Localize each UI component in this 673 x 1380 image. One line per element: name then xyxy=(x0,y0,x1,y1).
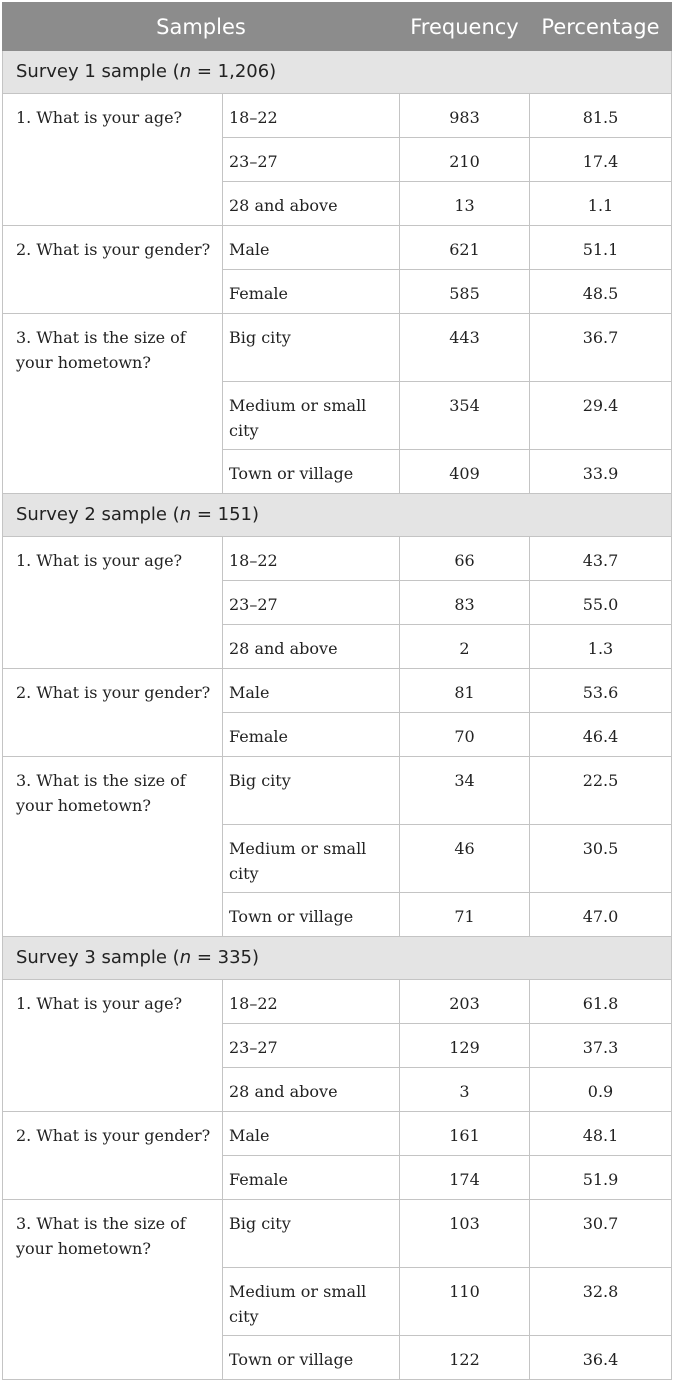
percentage-cell: 47.0 xyxy=(530,893,672,937)
question-cell: 2. What is your gender? xyxy=(3,1112,223,1200)
sample-size-symbol: n xyxy=(179,504,192,525)
header-frequency: Frequency xyxy=(400,3,530,51)
answer-cell: Medium or small city xyxy=(223,382,400,450)
table-row xyxy=(3,980,672,1024)
answer-cell: Big city xyxy=(223,757,400,825)
question-cell: 2. What is your gender? xyxy=(3,669,223,757)
percentage-cell: 29.4 xyxy=(530,382,672,450)
answer-cell: 23–27 xyxy=(223,581,400,625)
answer-cell: 23–27 xyxy=(223,138,400,182)
frequency-cell: 81 xyxy=(400,669,530,713)
survey-section-title xyxy=(3,51,672,94)
answer-cell: Female xyxy=(223,1156,400,1200)
percentage-cell: 55.0 xyxy=(530,581,672,625)
frequency-cell: 210 xyxy=(400,138,530,182)
percentage-cell: 46.4 xyxy=(530,713,672,757)
frequency-cell: 3 xyxy=(400,1068,530,1112)
survey-section-row xyxy=(3,494,672,537)
survey-title-suffix: = 151) xyxy=(191,504,260,525)
frequency-cell: 409 xyxy=(400,450,530,494)
answer-cell: 23–27 xyxy=(223,1024,400,1068)
table-row xyxy=(3,757,672,825)
answer-cell: Female xyxy=(223,713,400,757)
survey-section-row xyxy=(3,51,672,94)
frequency-cell: 71 xyxy=(400,893,530,937)
answer-cell: Town or village xyxy=(223,1336,400,1380)
percentage-cell: 37.3 xyxy=(530,1024,672,1068)
frequency-cell: 161 xyxy=(400,1112,530,1156)
percentage-cell: 53.6 xyxy=(530,669,672,713)
answer-cell: Big city xyxy=(223,1200,400,1268)
answer-cell: Big city xyxy=(223,314,400,382)
question-cell: 1. What is your age? xyxy=(3,980,223,1112)
survey-section-title xyxy=(3,494,672,537)
survey-title-suffix: = 1,206) xyxy=(191,61,277,82)
frequency-cell: 443 xyxy=(400,314,530,382)
table-header-row xyxy=(3,3,672,51)
frequency-cell: 174 xyxy=(400,1156,530,1200)
percentage-cell: 61.8 xyxy=(530,980,672,1024)
percentage-cell: 0.9 xyxy=(530,1068,672,1112)
table-row xyxy=(3,314,672,382)
answer-cell: Male xyxy=(223,669,400,713)
answer-cell: 18–22 xyxy=(223,980,400,1024)
percentage-cell: 1.1 xyxy=(530,182,672,226)
question-cell: 3. What is the size of your hometown? xyxy=(3,314,223,494)
answer-cell: 18–22 xyxy=(223,537,400,581)
frequency-cell: 46 xyxy=(400,825,530,893)
header-samples: Samples xyxy=(3,3,400,51)
percentage-cell: 48.1 xyxy=(530,1112,672,1156)
answer-cell: Male xyxy=(223,1112,400,1156)
survey-title-prefix: Survey 1 sample ( xyxy=(16,61,180,82)
frequency-cell: 2 xyxy=(400,625,530,669)
percentage-cell: 51.1 xyxy=(530,226,672,270)
frequency-cell: 983 xyxy=(400,94,530,138)
survey-section-row xyxy=(3,937,672,980)
answer-cell: 28 and above xyxy=(223,182,400,226)
survey-title-prefix: Survey 2 sample ( xyxy=(16,504,180,525)
answer-cell: Female xyxy=(223,270,400,314)
answer-cell: 18–22 xyxy=(223,94,400,138)
percentage-cell: 48.5 xyxy=(530,270,672,314)
percentage-cell: 36.7 xyxy=(530,314,672,382)
percentage-cell: 43.7 xyxy=(530,537,672,581)
frequency-cell: 110 xyxy=(400,1268,530,1336)
percentage-cell: 51.9 xyxy=(530,1156,672,1200)
table-row xyxy=(3,226,672,270)
survey-title-suffix: = 335) xyxy=(191,947,260,968)
sample-size-symbol: n xyxy=(179,61,192,82)
survey-samples-table xyxy=(2,2,672,1380)
table-row xyxy=(3,1112,672,1156)
question-cell: 3. What is the size of your hometown? xyxy=(3,757,223,937)
frequency-cell: 66 xyxy=(400,537,530,581)
percentage-cell: 36.4 xyxy=(530,1336,672,1380)
percentage-cell: 30.5 xyxy=(530,825,672,893)
frequency-cell: 34 xyxy=(400,757,530,825)
answer-cell: 28 and above xyxy=(223,625,400,669)
answer-cell: Medium or small city xyxy=(223,1268,400,1336)
answer-cell: 28 and above xyxy=(223,1068,400,1112)
survey-title-prefix: Survey 3 sample ( xyxy=(16,947,180,968)
percentage-cell: 81.5 xyxy=(530,94,672,138)
question-cell: 2. What is your gender? xyxy=(3,226,223,314)
frequency-cell: 129 xyxy=(400,1024,530,1068)
table-row xyxy=(3,537,672,581)
frequency-cell: 83 xyxy=(400,581,530,625)
answer-cell: Town or village xyxy=(223,893,400,937)
table-row xyxy=(3,669,672,713)
frequency-cell: 13 xyxy=(400,182,530,226)
table-body xyxy=(3,51,672,1380)
percentage-cell: 1.3 xyxy=(530,625,672,669)
frequency-cell: 585 xyxy=(400,270,530,314)
percentage-cell: 33.9 xyxy=(530,450,672,494)
question-cell: 3. What is the size of your hometown? xyxy=(3,1200,223,1380)
survey-section-title xyxy=(3,937,672,980)
question-cell: 1. What is your age? xyxy=(3,537,223,669)
header-percentage: Percentage xyxy=(530,3,672,51)
frequency-cell: 203 xyxy=(400,980,530,1024)
percentage-cell: 17.4 xyxy=(530,138,672,182)
frequency-cell: 103 xyxy=(400,1200,530,1268)
frequency-cell: 70 xyxy=(400,713,530,757)
frequency-cell: 122 xyxy=(400,1336,530,1380)
table-row xyxy=(3,94,672,138)
sample-size-symbol: n xyxy=(179,947,192,968)
answer-cell: Medium or small city xyxy=(223,825,400,893)
frequency-cell: 621 xyxy=(400,226,530,270)
frequency-cell: 354 xyxy=(400,382,530,450)
percentage-cell: 32.8 xyxy=(530,1268,672,1336)
percentage-cell: 22.5 xyxy=(530,757,672,825)
question-cell: 1. What is your age? xyxy=(3,94,223,226)
percentage-cell: 30.7 xyxy=(530,1200,672,1268)
answer-cell: Male xyxy=(223,226,400,270)
table-row xyxy=(3,1200,672,1268)
answer-cell: Town or village xyxy=(223,450,400,494)
